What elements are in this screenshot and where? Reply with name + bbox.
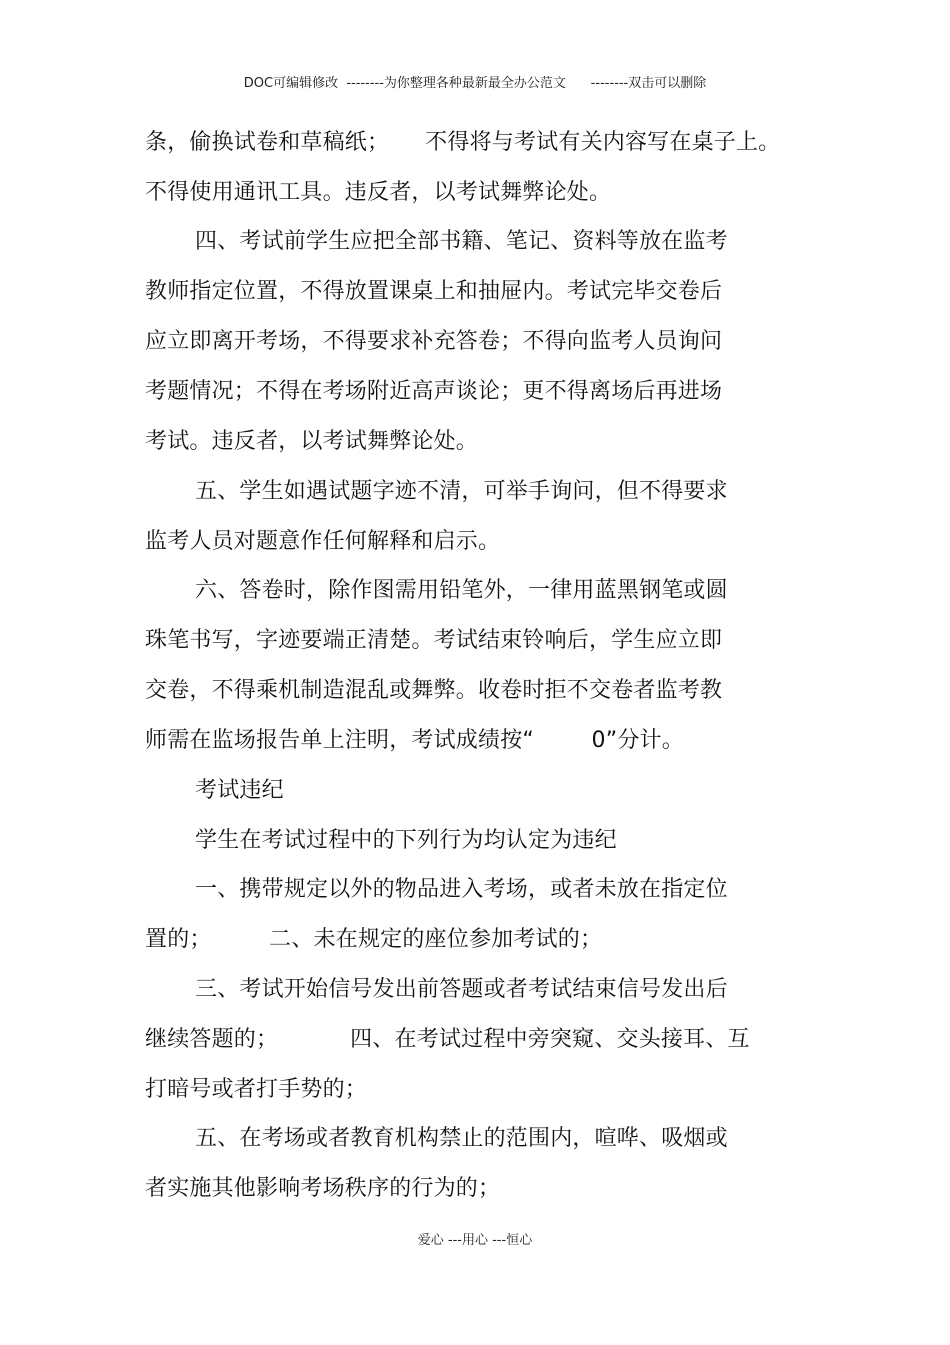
text-line: 应立即离开考场，不得要求补充答卷；不得向监考人员询问 [145,329,723,354]
page-header: DOC可编辑修改 --------为你整理各种最新最全办公范文 --------双击可以删除 [243,76,707,91]
text-line: 三、考试开始信号发出前答题或者考试结束信号发出后 [195,977,728,1002]
text-line: 师需在监场报告单上注明，考试成绩按“ 0”分计。 [145,728,684,753]
text-line: 一、携带规定以外的物品进入考场，或者未放在指定位 [195,877,728,902]
text-line: 教师指定位置，不得放置课桌上和抽屉内。考试完毕交卷后 [145,279,723,304]
text-line: 五、学生如遇试题字迹不清，可举手询问，但不得要求 [195,479,728,504]
text-line: 五、在考场或者教育机构禁止的范围内，喧哗、吸烟或 [195,1126,728,1151]
text-line: 交卷，不得乘机制造混乱或舞弊。收卷时拒不交卷者监考教 [145,678,723,703]
text-line: 者实施其他影响考场秩序的行为的； [145,1176,501,1201]
text-line: 考试。违反者，以考试舞弊论处。 [145,429,479,454]
page-footer: 爱心 ---用心 ---恒心 [417,1233,533,1248]
text-line: 四、考试前学生应把全部书籍、笔记、资料等放在监考 [195,229,728,254]
section-heading: 考试违纪 [195,778,284,803]
text-line: 学生在考试过程中的下列行为均认定为违纪 [195,828,617,853]
text-line: 监考人员对题意作任何解释和启示。 [145,529,501,554]
text-line: 继续答题的； 四、在考试过程中旁突窥、交头接耳、互 [145,1027,750,1052]
text-line: 珠笔书写，字迹要端正清楚。考试结束铃响后，学生应立即 [145,628,723,653]
text-line: 打暗号或者打手势的； [145,1077,368,1102]
text-line: 六、答卷时，除作图需用铅笔外，一律用蓝黑钢笔或圆 [195,578,728,603]
text-line: 置的； 二、未在规定的座位参加考试的； [145,927,603,952]
text-line: 条，偷换试卷和草稿纸； 不得将与考试有关内容写在桌子上。 [145,130,781,155]
text-line: 考题情况；不得在考场附近高声谈论；更不得离场后再进场 [145,379,723,404]
text-line: 不得使用通讯工具。违反者，以考试舞弊论处。 [145,180,612,205]
